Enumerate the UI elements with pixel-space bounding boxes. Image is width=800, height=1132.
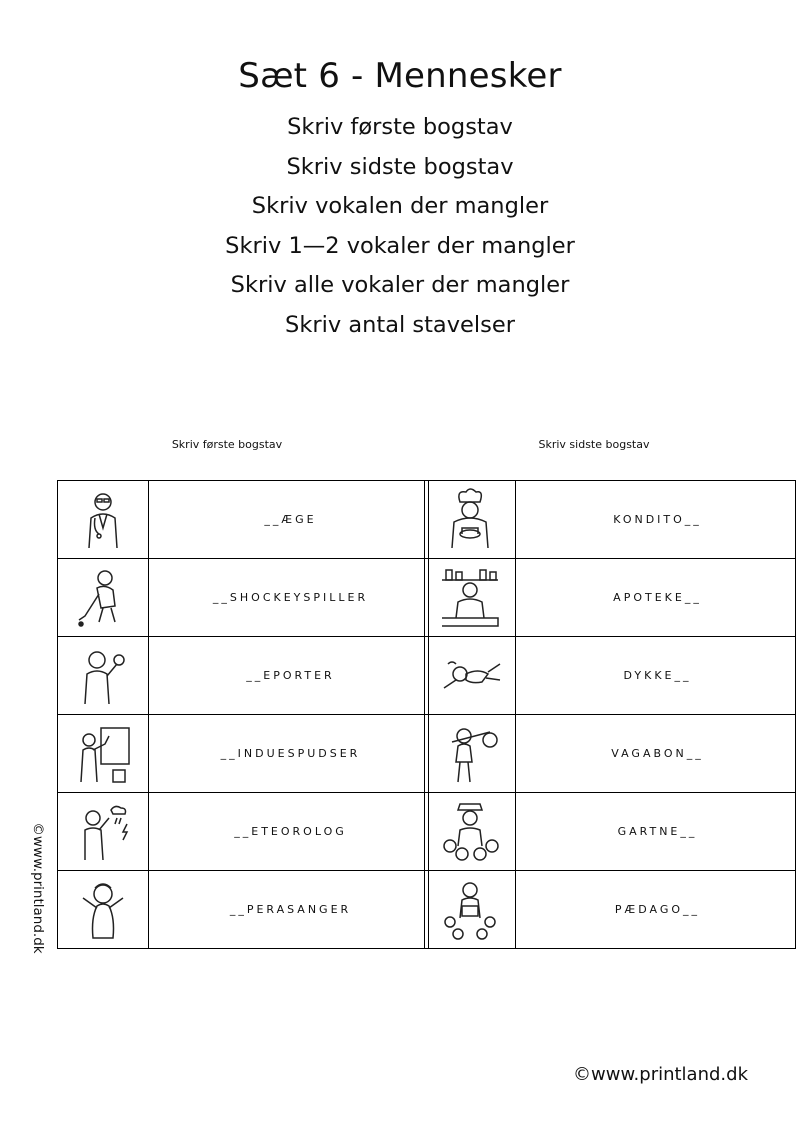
picture-cell: [425, 715, 516, 793]
right-section-label: Skriv sidste bogstav: [538, 438, 650, 451]
reporter-icon: [71, 644, 135, 708]
diver-icon: [438, 644, 502, 708]
picture-cell: [58, 871, 149, 949]
table-row: [58, 637, 429, 715]
picture-cell: [425, 559, 516, 637]
word-cell: DYKKE__: [516, 637, 796, 715]
table-row: [425, 871, 796, 949]
instruction-item: Skriv sidste bogstav: [286, 153, 514, 180]
table-row: [58, 871, 429, 949]
side-credit: ©www.printland.dk: [30, 822, 46, 954]
picture-cell: [425, 871, 516, 949]
table-row: [425, 637, 796, 715]
instruction-item: Skriv vokalen der mangler: [251, 193, 549, 219]
hockey-player-icon: [71, 566, 135, 630]
table-row: [425, 559, 796, 637]
picture-cell: [58, 481, 149, 559]
table-row: [58, 715, 429, 793]
word-cell: __ETEOROLOG: [149, 793, 429, 871]
word-cell: GARTNE__: [516, 793, 796, 871]
word-cell: APOTEKE__: [516, 559, 796, 637]
footer-credit: ©www.printland.dk: [573, 1064, 748, 1085]
word-cell: KONDITO__: [516, 481, 796, 559]
pharmacist-icon: [438, 566, 502, 630]
meteorologist-icon: [71, 800, 135, 864]
table-row: [58, 559, 429, 637]
word-cell: PÆDAGO__: [516, 871, 796, 949]
instruction-item: Skriv antal stavelser: [285, 311, 515, 338]
vagabond-icon: [438, 722, 502, 786]
instruction-list: [0, 108, 800, 345]
baker-icon: [438, 488, 502, 552]
window-cleaner-icon: [71, 722, 135, 786]
picture-cell: [425, 481, 516, 559]
table-row: [58, 793, 429, 871]
picture-cell: [425, 793, 516, 871]
picture-cell: [425, 637, 516, 715]
first-letter-table: [57, 480, 429, 949]
word-cell: __PERASANGER: [149, 871, 429, 949]
instruction-item: Skriv 1—2 vokaler der mangler: [225, 232, 575, 259]
gardener-icon: [438, 800, 502, 864]
picture-cell: [58, 637, 149, 715]
last-letter-table: [424, 480, 796, 949]
word-cell: VAGABON__: [516, 715, 796, 793]
table-row: [425, 715, 796, 793]
instruction-item: Skriv alle vokaler der mangler: [230, 272, 570, 298]
table-row: [58, 481, 429, 559]
left-section-label: Skriv første bogstav: [171, 438, 283, 451]
picture-cell: [58, 715, 149, 793]
word-cell: __INDUESPUDSER: [149, 715, 429, 793]
teacher-with-children-icon: [438, 878, 502, 942]
word-cell: __SHOCKEYSPILLER: [149, 559, 429, 637]
table-row: [425, 481, 796, 559]
word-cell: __EPORTER: [149, 637, 429, 715]
picture-cell: [58, 559, 149, 637]
page-title: Sæt 6 - Mennesker: [238, 56, 562, 96]
picture-cell: [58, 793, 149, 871]
instruction-item: Skriv første bogstav: [287, 114, 513, 140]
doctor-icon: [71, 488, 135, 552]
opera-singer-icon: [71, 878, 135, 942]
table-row: [425, 793, 796, 871]
word-cell: __ÆGE: [149, 481, 429, 559]
